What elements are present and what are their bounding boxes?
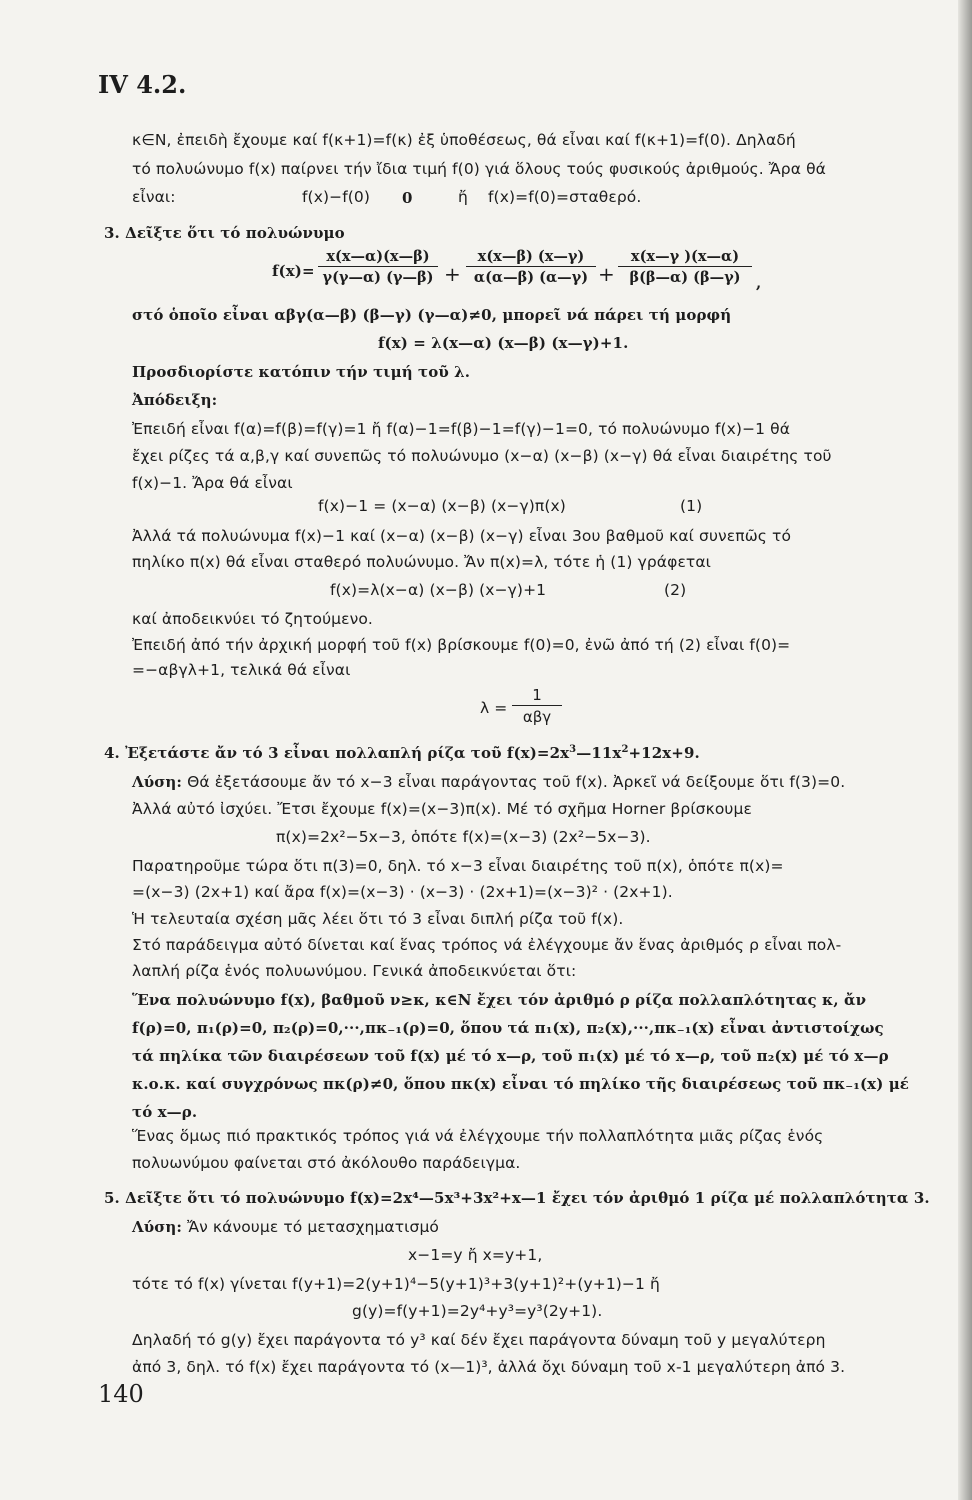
text-span: Ἄν κάνουμε τό μετασχηματισμό — [187, 1218, 439, 1236]
equation: x−1=y ἤ x=y+1, — [408, 1246, 543, 1264]
text-line: Στό παράδειγμα αὐτό δίνεται καί ἕνας τρόπος νά ἐλέγχουμε ἄν ἕνας ἀριθμός ρ εἶναι πολ- — [132, 936, 842, 954]
text-line: πολυωνύμου φαίνεται στό ἀκόλουθο παράδειγμα. — [132, 1154, 521, 1172]
text-line: Δηλαδή τό g(y) ἔχει παράγοντα τό y³ καί δέν ἔχει παράγοντα δύναμη τοῦ y μεγαλύτερη — [132, 1331, 826, 1349]
fraction — [318, 248, 438, 286]
section-header: IV 4.2. — [98, 70, 187, 99]
page-edge-shadow — [958, 0, 972, 1500]
fraction-numerator: x(x—α)(x—β) — [318, 248, 438, 267]
fraction-denominator: γ(γ—α) (γ—β) — [322, 269, 434, 286]
equation: π(x)=2x²−5x−3, ὁπότε f(x)=(x−3) (2x²−5x−3). — [276, 828, 651, 846]
equation: f(x)−1 = (x−α) (x−β) (x−γ)π(x) — [318, 497, 566, 515]
fraction-numerator: x(x—γ )(x—α) — [618, 248, 752, 267]
equation-number: (2) — [664, 581, 687, 599]
theorem-line: Ἕνα πολυώνυμο f(x), βαθμοῦ ν≥κ, κ∈N ἔχει τόν ἀριθμό ρ ρίζα πολλαπλότητας κ, ἄν — [132, 991, 867, 1009]
equation-part: ἤ — [458, 188, 468, 206]
fraction — [618, 248, 752, 286]
equation-part: f(x)=f(0)=σταθερό. — [488, 188, 642, 206]
exponent: 2 — [621, 744, 629, 755]
text-line: Ἐπειδή εἶναι f(α)=f(β)=f(γ)=1 ἤ f(α)−1=f(β)−1=f(γ)−1=0, τό πολυώνυμο f(x)−1 θά — [132, 420, 791, 438]
solution-label: Λύση: — [132, 1218, 183, 1236]
text-line: εἶναι: — [132, 188, 176, 206]
text-line: f(x)−1. Ἄρα θά εἶναι — [132, 474, 293, 492]
equation: g(y)=f(y+1)=2y⁴+y³=y³(2y+1). — [352, 1302, 603, 1320]
equation-lhs: f(x)= — [272, 262, 315, 280]
text-line: ἔχει ρίζες τά α,β,γ καί συνεπῶς τό πολυώνυμο (x−α) (x−β) (x−γ) θά εἶναι διαιρέτης τοῦ — [132, 447, 832, 465]
theorem-line: f(ρ)=0, π₁(ρ)=0, π₂(ρ)=0,···,πκ₋₁(ρ)=0, ὅπου τά π₁(x), π₂(x),···,πκ₋₁(x) εἶναι ἀντιστοίχως — [132, 1019, 884, 1037]
text-line: ἀπό 3, δηλ. τό f(x) ἔχει παράγοντα τό (x—1)³, ἀλλά ὄχι δύναμη τοῦ x-1 μεγαλύτερη ἀπό 3. — [132, 1358, 846, 1376]
text-line: Ἕνας ὅμως πιό πρακτικός τρόπος γιά νά ἐλέγχουμε τήν πολλαπλότητα μιᾶς ρίζας ἑνός — [132, 1127, 824, 1145]
text-line: Ἡ τελευταία σχέση μᾶς λέει ὅτι τό 3 εἶναι διπλή ρίζα τοῦ f(x). — [132, 910, 624, 928]
exercise-title — [104, 744, 700, 762]
plus-sign: + — [444, 262, 461, 286]
exercise-title: 5. Δεῖξτε ὅτι τό πολυώνυμο f(x)=2x⁴—5x³+3x²+x—1 ἔχει τόν ἀριθμό 1 ρίζα μέ πολλαπλότητα 3. — [104, 1189, 930, 1207]
equation: f(x)=λ(x−α) (x−β) (x−γ)+1 — [330, 581, 547, 599]
proof-label: Ἀπόδειξη: — [132, 391, 218, 409]
page-number: 140 — [98, 1380, 144, 1408]
exponent: 3 — [569, 744, 577, 755]
text-line: λαπλή ρίζα ἑνός πολυωνύμου. Γενικά ἀποδεικνύεται ὅτι: — [132, 962, 577, 980]
text-line: Ἐπειδή ἀπό τήν ἀρχική μορφή τοῦ f(x) βρίσκουμε f(0)=0, ἐνῶ ἀπό τή (2) εἶναι f(0)= — [132, 636, 791, 654]
equation: f(x) = λ(x—α) (x—β) (x—γ)+1. — [378, 334, 629, 352]
text-line: Ἀλλά αὐτό ἰσχύει. Ἔτσι ἔχουμε f(x)=(x−3)π(x). Μέ τό σχῆμα Horner βρίσκουμε — [132, 800, 752, 818]
text-line: στό ὁποῖο εἶναι αβγ(α—β) (β—γ) (γ—α)≠0, μπορεῖ νά πάρει τή μορφή — [132, 306, 732, 324]
text-line: =(x−3) (2x+1) καί ἄρα f(x)=(x−3) · (x−3) · (2x+1)=(x−3)² · (2x+1). — [132, 883, 673, 901]
text-line: =−αβγλ+1, τελικά θά εἶναι — [132, 661, 351, 679]
exercise-title: 3. Δεῖξτε ὅτι τό πολυώνυμο — [104, 224, 345, 242]
fraction-numerator: x(x—β) (x—γ) — [466, 248, 596, 267]
text-line: Παρατηροῦμε τώρα ὅτι π(3)=0, δηλ. τό x−3 εἶναι διαιρέτης τοῦ π(x), ὁπότε π(x)= — [132, 857, 784, 875]
text-span: Θά ἐξετάσουμε ἄν τό x−3 εἶναι παράγοντας τοῦ f(x). Ἀρκεῖ νά δείξουμε ὅτι f(3)=0. — [187, 773, 846, 791]
title-part: 4. Ἐξετάστε ἄν τό 3 εἶναι πολλαπλή ρίζα τοῦ f(x)=2x — [104, 744, 570, 762]
fraction-denominator: αβγ — [522, 708, 552, 726]
solution-label: Λύση: — [132, 773, 183, 791]
fraction — [512, 686, 562, 726]
text-line: κ∈N, ἐπειδὴ ἔχουμε καί f(κ+1)=f(κ) ἐξ ὑποθέσεως, θά εἶναι καί f(κ+1)=f(0). Δηλαδή — [132, 131, 796, 149]
text-line: Προσδιορίστε κατόπιν τήν τιμή τοῦ λ. — [132, 363, 471, 381]
fraction-denominator: α(α—β) (α—γ) — [473, 269, 589, 286]
text-line — [132, 1218, 439, 1236]
text-line: τότε τό f(x) γίνεται f(y+1)=2(y+1)⁴−5(y+1)³+3(y+1)²+(y+1)−1 ἤ — [132, 1275, 660, 1293]
equation-part: 0 — [402, 189, 413, 207]
theorem-line: κ.ο.κ. καί συγχρόνως πκ(ρ)≠0, ὅπου πκ(x) εἶναι τό πηλίκο τῆς διαιρέσεως τοῦ πκ₋₁(x) μέ — [132, 1075, 910, 1093]
plus-sign: + — [598, 262, 615, 286]
equation-part: f(x)−f(0) — [302, 188, 371, 206]
text-line: Ἀλλά τά πολυώνυμα f(x)−1 καί (x−α) (x−β) (x−γ) εἶναι 3ου βαθμοῦ καί συνεπῶς τό — [132, 527, 792, 545]
text-line: τό πολυώνυμο f(x) παίρνει τήν ἴδια τιμή f(0) γιά ὅλους τούς φυσικούς ἀριθμούς. Ἄρα θά — [132, 160, 826, 178]
fraction — [466, 248, 596, 286]
theorem-line: τά πηλίκα τῶν διαιρέσεων τοῦ f(x) μέ τό x—ρ, τοῦ π₁(x) μέ τό x—ρ, τοῦ π₂(x) μέ τό x—ρ — [132, 1047, 889, 1065]
text-line — [132, 773, 845, 791]
title-part: +12x+9. — [628, 744, 700, 762]
equation-lhs: λ = — [480, 699, 508, 717]
comma: , — [756, 274, 762, 292]
equation-number: (1) — [680, 497, 703, 515]
text-line: πηλίκο π(x) θά εἶναι σταθερό πολυώνυμο. Ἄν π(x)=λ, τότε ἡ (1) γράφεται — [132, 553, 712, 571]
text-line: καί ἀποδεικνύει τό ζητούμενο. — [132, 610, 373, 628]
fraction-denominator: β(β—α) (β—γ) — [629, 269, 741, 286]
fraction-numerator: 1 — [512, 686, 562, 706]
theorem-line: τό x—ρ. — [132, 1103, 198, 1121]
title-part: —11x — [576, 744, 622, 762]
